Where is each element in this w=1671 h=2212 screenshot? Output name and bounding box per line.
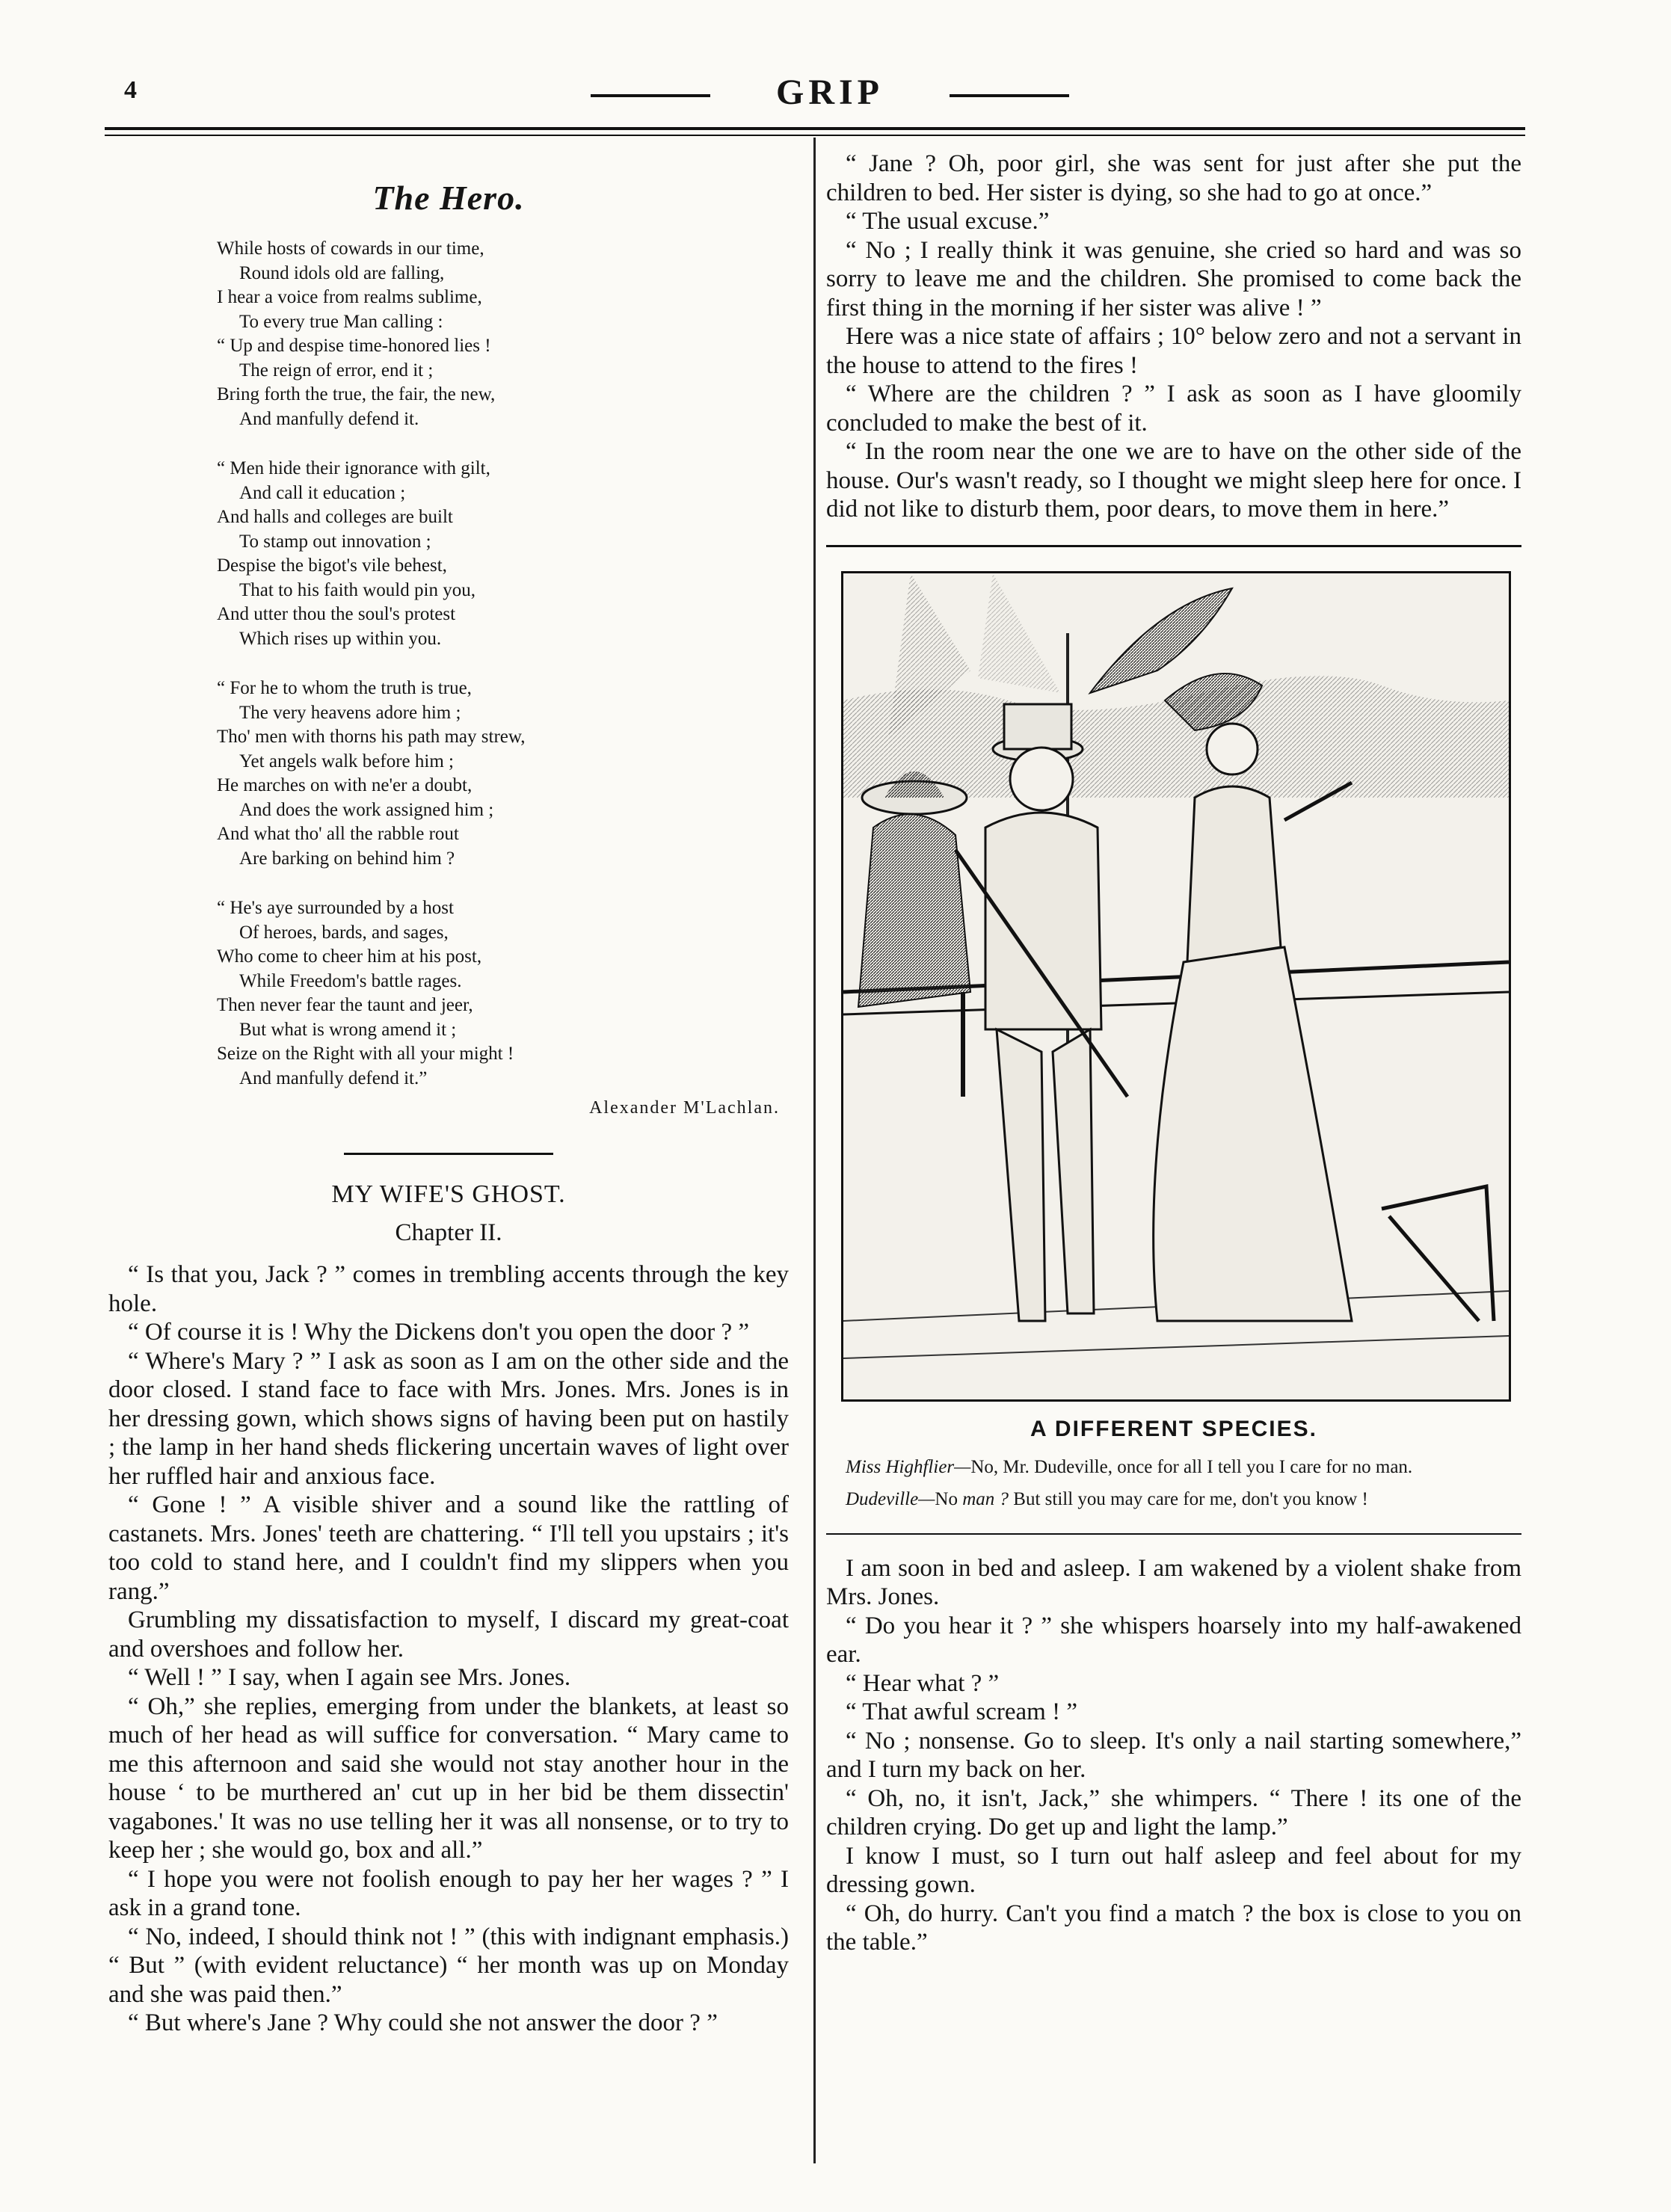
story-paragraph: “ Oh, do hurry. Can't you find a match ? the box is close to you on the table.” bbox=[826, 1900, 1521, 1956]
caption-line-1: No, Mr. Dudeville, once for all I tell you I care for no man. bbox=[970, 1456, 1413, 1477]
poem-line: Round idols old are falling, bbox=[239, 262, 445, 283]
poem-line: And what tho' all the rabble rout bbox=[217, 824, 459, 844]
story-paragraph: “ No, indeed, I should think not ! ” (this with indignant emphasis.) “ But ” (with evident reluctance) “ her month was up on Monday and she was paid then.” bbox=[108, 1923, 789, 2008]
poem-line: “ Men hide their ignorance with gilt, bbox=[217, 458, 490, 478]
story-paragraph: “ The usual excuse.” bbox=[846, 208, 1050, 235]
poem-line: “ For he to whom the truth is true, bbox=[217, 678, 472, 698]
header-rule-thin bbox=[105, 135, 1525, 136]
story-paragraph: I am soon in bed and asleep. I am wakened by a violent shake from Mrs. Jones. bbox=[826, 1554, 1521, 1610]
story-text-left bbox=[108, 1260, 789, 2038]
story-paragraph: “ That awful scream ! ” bbox=[846, 1698, 1077, 1725]
cartoon-illustration bbox=[841, 571, 1511, 1402]
masthead-rule-right bbox=[950, 94, 1069, 97]
poem-line: And does the work assigned him ; bbox=[239, 799, 494, 820]
poem-line: Yet angels walk before him ; bbox=[239, 751, 454, 771]
cartoon-caption-2 bbox=[826, 1488, 1521, 1511]
poem-title: The Hero. bbox=[372, 179, 525, 217]
story-paragraph: “ No ; I really think it was genuine, she cried so hard and was so sorry to leave me and the children. She promised to come back the first thing in the morning if her sister was alive ! ” bbox=[826, 236, 1521, 321]
illustration-rule bbox=[826, 545, 1521, 547]
story-paragraph: “ Do you hear it ? ” she whispers hoarsely into my half-awakened ear. bbox=[826, 1612, 1521, 1668]
poem-stanza bbox=[217, 677, 789, 871]
caption-rule bbox=[826, 1533, 1521, 1535]
poem-line: And halls and colleges are built bbox=[217, 507, 453, 527]
page-header bbox=[105, 72, 1525, 117]
story-text-right-bottom bbox=[826, 1554, 1521, 1957]
poem-line: To every true Man calling : bbox=[239, 311, 443, 332]
caption-line-2-em: man ? bbox=[962, 1488, 1009, 1509]
left-column bbox=[108, 150, 789, 2038]
speaker-1: Miss Highflier— bbox=[846, 1456, 971, 1477]
story-paragraph: “ Where are the children ? ” I ask as soon as I have gloomily concluded to make the best of it. bbox=[826, 381, 1521, 437]
poem-stanza bbox=[217, 237, 789, 431]
story-paragraph: “ Hear what ? ” bbox=[846, 1669, 1000, 1697]
masthead-title: GRIP bbox=[776, 73, 884, 112]
masthead bbox=[591, 72, 1069, 117]
story-paragraph: I know I must, so I turn out half asleep and feel about for my dressing gown. bbox=[826, 1842, 1521, 1898]
poem-line: That to his faith would pin you, bbox=[239, 579, 476, 600]
poem-line: Seize on the Right with all your might ! bbox=[217, 1044, 514, 1064]
poem-line: Bring forth the true, the fair, the new, bbox=[217, 384, 496, 404]
story-paragraph: “ Is that you, Jack ? ” comes in trembling accents through the key hole. bbox=[108, 1261, 789, 1317]
story-paragraph: “ Oh, no, it isn't, Jack,” she whimpers. “ There ! its one of the children crying. Do get up and light the lamp.” bbox=[826, 1784, 1521, 1840]
poem-line: And manfully defend it.” bbox=[239, 1068, 428, 1088]
poem bbox=[217, 237, 789, 1091]
cartoon-drawing bbox=[843, 573, 1509, 1399]
story-paragraph: “ Oh,” she replies, emerging from under the blankets, at least so much of her head as will suffice for conversation. “ Mary came to me this afternoon and said she would not stay another hour in the house ‘ to be murthered an' cut up in her bid be them dissectin' vagabones.' It was no use telling her it was all nonsense, or to try to keep her ; she would go, box and all.” bbox=[108, 1692, 789, 1864]
poem-line: But what is wrong amend it ; bbox=[239, 1019, 457, 1040]
poem-line: The very heavens adore him ; bbox=[239, 702, 461, 723]
poem-line: The reign of error, end it ; bbox=[239, 360, 434, 381]
poem-line: Of heroes, bards, and sages, bbox=[239, 922, 449, 943]
cartoon-title: A DIFFERENT SPECIES. bbox=[1030, 1416, 1317, 1441]
story-paragraph: “ Of course it is ! Why the Dickens don't you open the door ? ” bbox=[128, 1319, 750, 1346]
poem-line: Which rises up within you. bbox=[239, 628, 442, 649]
poem-line: Tho' men with thorns his path may strew, bbox=[217, 727, 526, 747]
poem-line: “ Up and despise time-honored lies ! bbox=[217, 336, 491, 356]
cartoon-caption-1 bbox=[826, 1455, 1521, 1479]
page-number: 4 bbox=[124, 76, 137, 104]
story-paragraph: Grumbling my dissatisfaction to myself, I discard my great-coat and overshoes and follow her. bbox=[108, 1606, 789, 1663]
caption-line-2-pre: No bbox=[935, 1488, 963, 1509]
story-paragraph: “ In the room near the one we are to have on the other side of the house. Our's wasn't ready, so I thought we might sleep here for once. I did not like to disturb them, poor dears, to move them in here.” bbox=[826, 438, 1521, 523]
story-text-right-top bbox=[826, 150, 1521, 524]
story-paragraph: “ But where's Jane ? Why could she not answer the door ? ” bbox=[128, 2009, 718, 2036]
story-title: MY WIFE'S GHOST. bbox=[331, 1180, 566, 1208]
story-paragraph: “ No ; nonsense. Go to sleep. It's only a nail starting somewhere,” and I turn my back on her. bbox=[826, 1727, 1521, 1783]
caption-line-2-post: But still you may care for me, don't you know ! bbox=[1009, 1488, 1368, 1509]
story-paragraph: “ Well ! ” I say, when I again see Mrs. Jones. bbox=[128, 1664, 571, 1691]
poem-line: While Freedom's battle rages. bbox=[239, 970, 462, 991]
poem-line: And call it education ; bbox=[239, 482, 406, 503]
poem-line: Then never fear the taunt and jeer, bbox=[217, 995, 473, 1015]
poem-line: He marches on with ne'er a doubt, bbox=[217, 775, 473, 795]
column-divider bbox=[813, 138, 816, 2163]
poem-line: While hosts of cowards in our time, bbox=[217, 238, 484, 259]
poem-line: To stamp out innovation ; bbox=[239, 531, 431, 552]
story-paragraph: “ Where's Mary ? ” I ask as soon as I am on the other side and the door closed. I stand face to face with Mrs. Jones. Mrs. Jones is in her dressing gown, which shows signs of having been put on hastily ; the lamp in her hand sheds flickering uncertain waves of light over her ruffled hair and anxious face. bbox=[108, 1347, 789, 1490]
poem-line: I hear a voice from realms sublime, bbox=[217, 287, 482, 307]
story-paragraph: “ Gone ! ” A visible shiver and a sound like the rattling of castanets. Mrs. Jones' teeth are chattering. “ I'll tell you upstairs ; it's too cold to stand here, and I couldn't find my slippers when you rang.” bbox=[108, 1491, 789, 1605]
poem-line: Are barking on behind him ? bbox=[239, 848, 455, 869]
story-paragraph: “ Jane ? Oh, poor girl, she was sent for just after she put the children to bed. Her sister is dying, so she had to go at once.” bbox=[826, 150, 1521, 206]
poem-line: Who come to cheer him at his post, bbox=[217, 946, 482, 967]
chapter-heading: Chapter II. bbox=[395, 1219, 502, 1246]
poem-author: Alexander M'Lachlan. bbox=[589, 1098, 780, 1118]
speaker-2: Dudeville— bbox=[846, 1488, 935, 1509]
poem-stanza bbox=[217, 896, 789, 1091]
poem-line: And utter thou the soul's protest bbox=[217, 604, 456, 624]
poem-line: Despise the bigot's vile behest, bbox=[217, 555, 447, 576]
right-column bbox=[826, 150, 1521, 1957]
poem-line: And manfully defend it. bbox=[239, 408, 419, 429]
poem-line: “ He's aye surrounded by a host bbox=[217, 898, 454, 918]
header-rule-thick bbox=[105, 127, 1525, 130]
story-paragraph: “ I hope you were not foolish enough to pay her her wages ? ” I ask in a grand tone. bbox=[108, 1865, 789, 1921]
story-paragraph: Here was a nice state of affairs ; 10° below zero and not a servant in the house to attend to the fires ! bbox=[826, 323, 1521, 379]
section-rule bbox=[344, 1153, 553, 1155]
poem-stanza bbox=[217, 457, 789, 651]
